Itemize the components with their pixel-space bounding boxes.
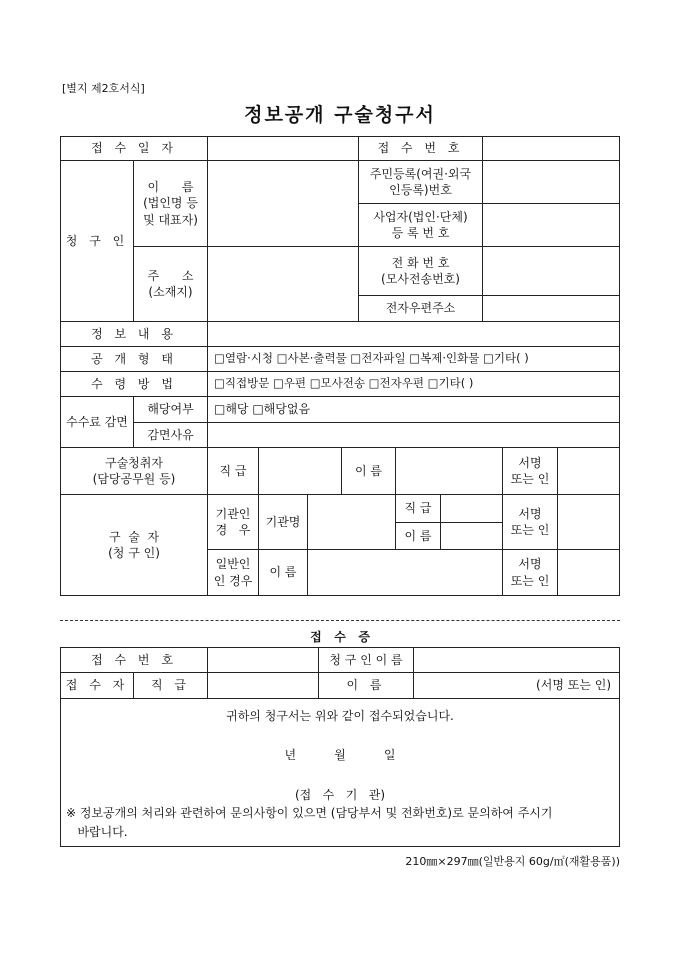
agency-person-name-value[interactable] (440, 522, 503, 550)
agency-rank-label: 직 급 (395, 494, 441, 523)
handler-name-value[interactable] (395, 447, 503, 495)
reduction-reason-value[interactable] (207, 422, 620, 448)
fee-reduction-label: 수수료 감면 (60, 396, 134, 448)
receipt-date-label: 접 수 일 자 (60, 136, 208, 161)
receipt-agency: (접 수 기 관) (294, 788, 386, 802)
person-sign-value[interactable] (557, 549, 620, 596)
handler-sign-value[interactable] (557, 447, 620, 495)
disclosure-type-label: 공 개 형 태 (60, 346, 208, 372)
business-no-value[interactable] (482, 203, 620, 247)
receipt-no-label: 접 수 번 호 (358, 136, 483, 161)
page-title: 정보공개 구술청구서 (244, 104, 436, 126)
email-value[interactable] (482, 295, 620, 322)
receiver-rank-label: 직 급 (133, 672, 208, 699)
person-sign-label: 서명 또는 인 (502, 549, 558, 596)
agency-name-label: 기관명 (258, 494, 308, 550)
handler-rank-label: 직 급 (207, 447, 259, 495)
receipt-date-value[interactable] (207, 136, 359, 161)
info-content-value[interactable] (207, 321, 620, 347)
requester-label: 청 구 인 (60, 160, 134, 322)
receipt-message: 귀하의 청구서는 위와 같이 접수되었습니다. (226, 709, 454, 723)
person-name-value[interactable] (307, 549, 503, 596)
footer-paper-spec: 210㎜×297㎜(일반용지 60g/㎡(재활용품)) (405, 855, 620, 868)
disclosure-type-options[interactable]: □열람·시청 □사본·출력물 □전자파일 □복제·인화물 □기타( ) (207, 346, 620, 372)
info-content-label: 정 보 내 용 (60, 321, 208, 347)
agency-rank-value[interactable] (440, 494, 503, 523)
handler-rank-value[interactable] (258, 447, 342, 495)
applicable-options[interactable]: □해당 □해당없음 (207, 396, 620, 423)
agency-sign-value[interactable] (557, 494, 620, 550)
receiver-label: 접 수 자 (60, 672, 134, 699)
business-no-label: 사업자(법인·단체) 등 록 번 호 (358, 203, 483, 247)
requester-name-label: 청 구 인 이 름 (318, 647, 414, 673)
resident-no-label: 주민등록(여권·외국 인등록)번호 (358, 160, 483, 204)
address-label: 주 소 (소재지) (133, 246, 208, 322)
receive-method-label: 수 령 방 법 (60, 371, 208, 397)
receipt-no-value-2[interactable] (207, 647, 319, 673)
form-label: [별지 제2호서식] (62, 82, 145, 95)
name-label: 이 름 (법인명 등 및 대표자) (133, 160, 208, 247)
email-label: 전자우편주소 (358, 295, 483, 322)
receipt-no-label-2: 접 수 번 호 (60, 647, 208, 673)
name-value[interactable] (207, 160, 359, 247)
resident-no-value[interactable] (482, 160, 620, 204)
applicable-label: 해당여부 (133, 396, 208, 423)
receiver-sign[interactable]: (서명 또는 인) (413, 672, 620, 699)
person-case-label: 일반인 인 경우 (207, 549, 259, 596)
agency-sign-label: 서명 또는 인 (502, 494, 558, 550)
receipt-date: 년 월 일 (284, 748, 396, 762)
address-value[interactable] (207, 246, 359, 322)
receipt-note: ※ 정보공개의 처리와 관련하여 문의사항이 있으면 (담당부서 및 전화번호)로 문의하여 주시기 바랍니다. (66, 806, 553, 840)
agency-name-value[interactable] (307, 494, 396, 550)
reduction-reason-label: 감면사유 (133, 422, 208, 448)
receive-method-options[interactable]: □직접방문 □우편 □모사전송 □전자우편 □기타( ) (207, 371, 620, 397)
cut-line (60, 620, 620, 621)
receipt-no-value[interactable] (482, 136, 620, 161)
requester-name-value[interactable] (413, 647, 620, 673)
handler-label: 구술청취자 (담당공무원 등) (60, 447, 208, 495)
agency-person-name-label: 이 름 (395, 522, 441, 550)
agency-case-label: 기관인 경 우 (207, 494, 259, 550)
oral-label: 구 술 자 (청 구 인) (60, 494, 208, 596)
handler-sign-label: 서명 또는 인 (502, 447, 558, 495)
receiver-name-label: 이 름 (318, 672, 414, 699)
phone-value[interactable] (482, 246, 620, 296)
receiver-rank-value[interactable] (207, 672, 319, 699)
handler-name-label: 이 름 (341, 447, 396, 495)
receipt-title: 접 수 증 (310, 630, 370, 644)
phone-label: 전 화 번 호 (모사전송번호) (358, 246, 483, 296)
person-name-label: 이 름 (258, 549, 308, 596)
